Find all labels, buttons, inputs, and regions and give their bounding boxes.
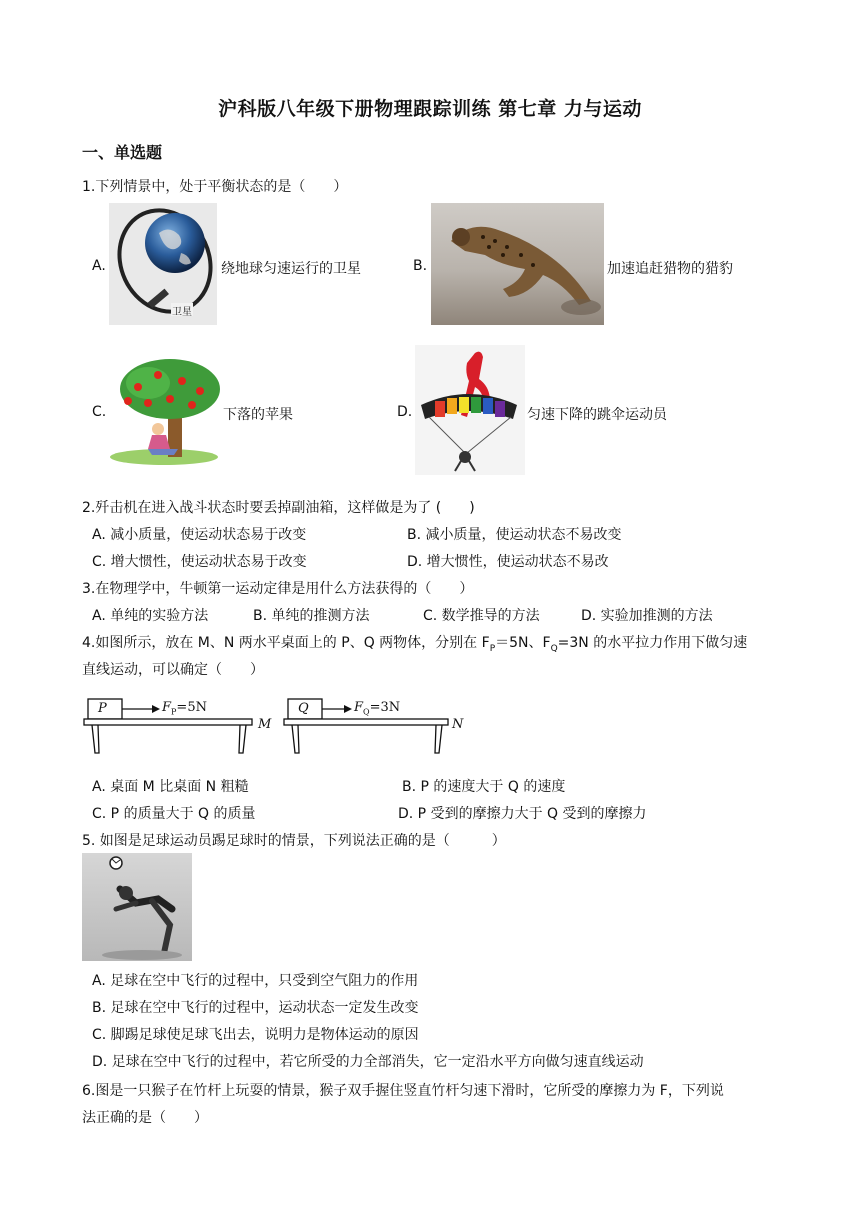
q2-option-c: C. 增大惯性，使运动状态易于改变 (92, 554, 307, 570)
question-1-stem: 1.下列情景中，处于平衡状态的是（ ） (82, 179, 348, 195)
question-4-stem-line2: 直线运动，可以确定（ ） (82, 662, 264, 678)
q1-option-b-letter: B. (413, 258, 428, 274)
question-4-stem-line1: 4.如图所示，放在 M、N 两水平桌面上的 P、Q 两物体，分别在 $F_P=5N$、$F_Q=3N$ 的水平拉力作用下做匀速 (82, 635, 748, 654)
q4-option-b: B. P 的速度大于 Q 的速度 (402, 779, 566, 795)
q1-option-a-letter: A. (92, 258, 106, 274)
question-2-stem: 2.歼击机在进入战斗状态时要丢掉副油箱，这样做是为了 ( ) (82, 500, 475, 516)
q1-option-c-letter: C. (92, 404, 107, 420)
section-heading: 一、单选题 (82, 143, 163, 162)
parachutist-image (415, 345, 525, 475)
q5-option-b: B. 足球在空中飞行的过程中，运动状态一定发生改变 (92, 1000, 419, 1016)
q3-option-a: A. 单纯的实验方法 (92, 608, 209, 624)
question-6-stem-line1: 6.图是一只猴子在竹杆上玩耍的情景，猴子双手握住竖直竹杆匀速下滑时，它所受的摩擦力为 F，下列说 (82, 1083, 724, 1099)
table-n-label: N (452, 717, 464, 732)
table-m-label: M (258, 717, 272, 732)
q5-option-a: A. 足球在空中飞行的过程中，只受到空气阻力的作用 (92, 973, 419, 989)
q4-option-a: A. 桌面 M 比桌面 N 粗糙 (92, 779, 249, 795)
block-p-label: P (98, 701, 107, 716)
force-q-label: $F_Q=3N$ (354, 700, 401, 717)
q1-option-b-text: 加速追赶猎物的猎豹 (607, 261, 733, 277)
force-p-label: $F_P=5N$ (162, 700, 207, 717)
q1-option-d-letter: D. (397, 404, 413, 420)
question-6-stem-line2: 法正确的是（ ） (82, 1110, 208, 1126)
block-q-label: Q (298, 701, 309, 716)
question-5-stem: 5. 如图是足球运动员踢足球时的情景，下列说法正确的是（ ） (82, 833, 506, 849)
cheetah-image (431, 203, 604, 325)
q4-option-c: C. P 的质量大于 Q 的质量 (92, 806, 256, 822)
q5-option-c: C. 脚踢足球使足球飞出去，说明力是物体运动的原因 (92, 1027, 419, 1043)
satellite-label: 卫星 (172, 307, 192, 318)
q3-option-d: D. 实验加推测的方法 (581, 608, 713, 624)
question-3-stem: 3.在物理学中，牛顿第一运动定律是用什么方法获得的（ ） (82, 581, 474, 597)
apple-tree-image (108, 357, 220, 465)
satellite-orbit-image (109, 203, 217, 325)
q2-option-b: B. 减小质量，使运动状态不易改变 (407, 527, 622, 543)
football-player-image (82, 853, 192, 961)
q1-option-c-text: 下落的苹果 (223, 407, 293, 423)
q5-option-d: D. 足球在空中飞行的过程中，若它所受的力全部消失，它一定沿水平方向做匀速直线运动 (92, 1054, 644, 1070)
q2-option-a: A. 减小质量，使运动状态易于改变 (92, 527, 307, 543)
q1-option-a-text: 绕地球匀速运行的卫星 (221, 261, 361, 277)
page-title: 沪科版八年级下册物理跟踪训练 第七章 力与运动 (218, 98, 642, 120)
q4-option-d: D. P 受到的摩擦力大于 Q 受到的摩擦力 (398, 806, 647, 822)
q3-option-c: C. 数学推导的方法 (423, 608, 540, 624)
q3-option-b: B. 单纯的推测方法 (253, 608, 370, 624)
table-force-figure (82, 693, 472, 757)
q1-option-d-text: 匀速下降的跳伞运动员 (527, 407, 667, 423)
q2-option-d: D. 增大惯性，使运动状态不易改 (407, 554, 609, 570)
